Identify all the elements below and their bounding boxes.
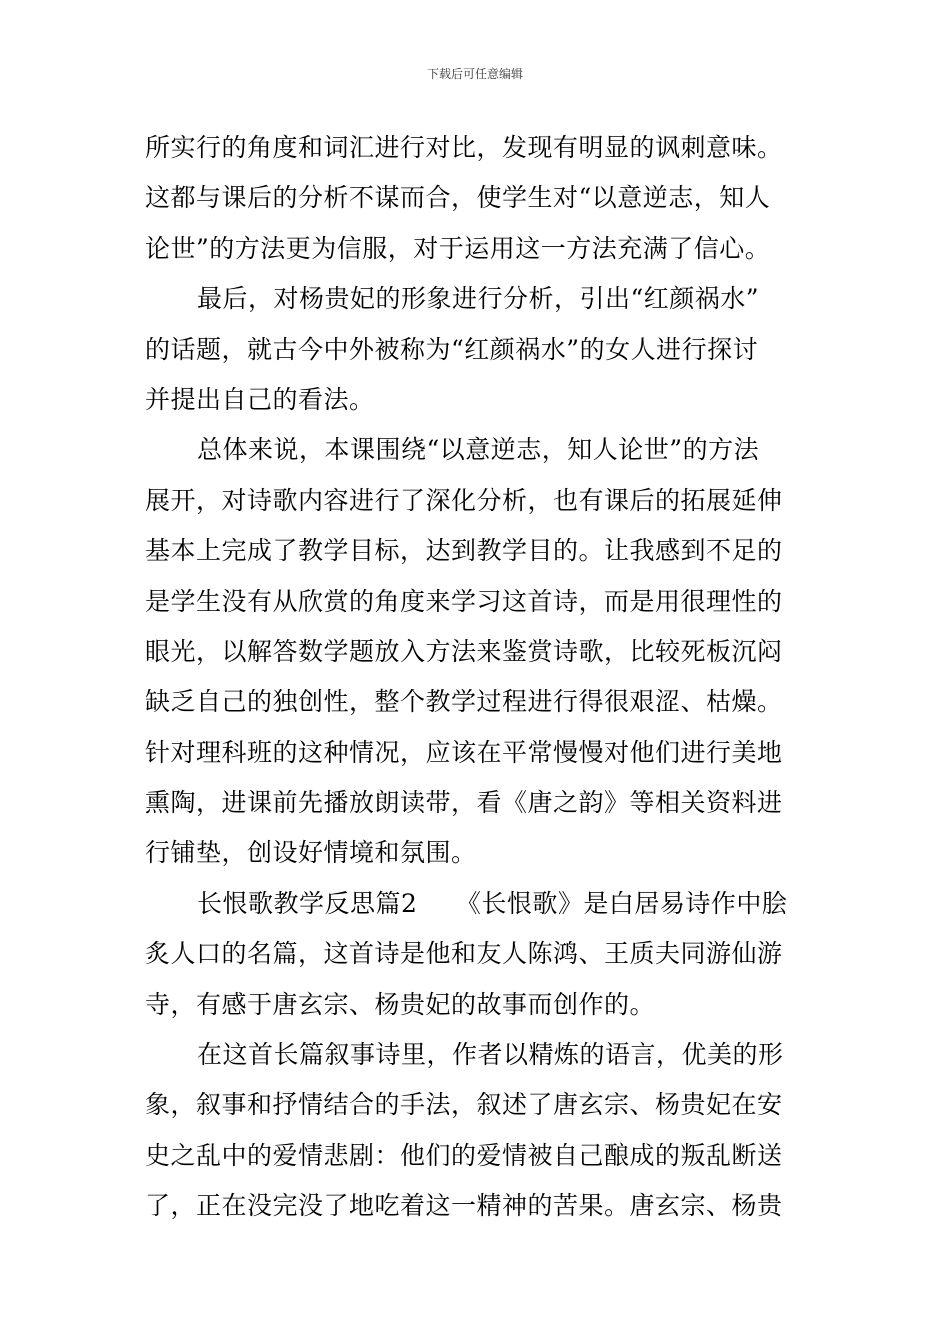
text-line: 这都与课后的分析不谋而合，使学生对“以意逆志，知人 xyxy=(145,183,771,213)
text-line: 针对理科班的这种情况，应该在平常慢慢对他们进行美地 xyxy=(145,737,783,767)
text-line: 熏陶，进课前先播放朗读带，看《唐之韵》等相关资料进 xyxy=(145,788,783,818)
text-line: 最后，对杨贵妃的形象进行分析，引出“红颜祸水” xyxy=(197,284,760,314)
text-line: 论世”的方法更为信服，对于运用这一方法充满了信心。 xyxy=(145,233,771,263)
page-header: 下载后可任意编辑 xyxy=(426,67,523,81)
text-line: 了，正在没完没了地吃着这一精神的苦果。唐玄宗、杨贵 xyxy=(145,1191,783,1221)
text-line: 缺乏自己的独创性，整个教学过程进行得很艰涩、枯燥。 xyxy=(145,687,783,717)
text-line: 史之乱中的爱情悲剧：他们的爱情被自己酿成的叛乱断送 xyxy=(145,1140,783,1170)
text-line: 的话题，就古今中外被称为“红颜祸水”的女人进行探讨 xyxy=(145,334,759,364)
text-line: 行铺垫，创设好情境和氛围。 xyxy=(145,838,477,868)
text-line: 在这首长篇叙事诗里，作者以精炼的语言，优美的形 xyxy=(197,1040,784,1070)
text-line: 眼光，以解答数学题放入方法来鉴赏诗歌，比较死板沉闷 xyxy=(145,636,783,666)
text-line: 长恨歌教学反思篇2 《长恨歌》是白居易诗作中脍 xyxy=(197,888,788,918)
text-line: 基本上完成了教学目标，达到教学目的。让我感到不足的 xyxy=(145,536,783,566)
text-line: 炙人口的名篇，这首诗是他和友人陈鸿、王质夫同游仙游 xyxy=(145,939,783,969)
text-line: 展开，对诗歌内容进行了深化分析，也有课后的拓展延伸 xyxy=(145,485,783,515)
text-line: 寺，有感于唐玄宗、杨贵妃的故事而创作的。 xyxy=(145,989,656,1019)
text-line: 是学生没有从欣赏的角度来学习这首诗，而是用很理性的 xyxy=(145,586,783,616)
text-line: 象，叙事和抒情结合的手法，叙述了唐玄宗、杨贵妃在安 xyxy=(145,1090,783,1120)
text-line: 并提出自己的看法。 xyxy=(145,384,375,414)
text-line: 所实行的角度和词汇进行对比，发现有明显的讽刺意味。 xyxy=(145,133,783,162)
text-line: 总体来说，本课围绕“以意逆志，知人论世”的方法 xyxy=(197,435,760,465)
document-body xyxy=(145,123,815,1232)
